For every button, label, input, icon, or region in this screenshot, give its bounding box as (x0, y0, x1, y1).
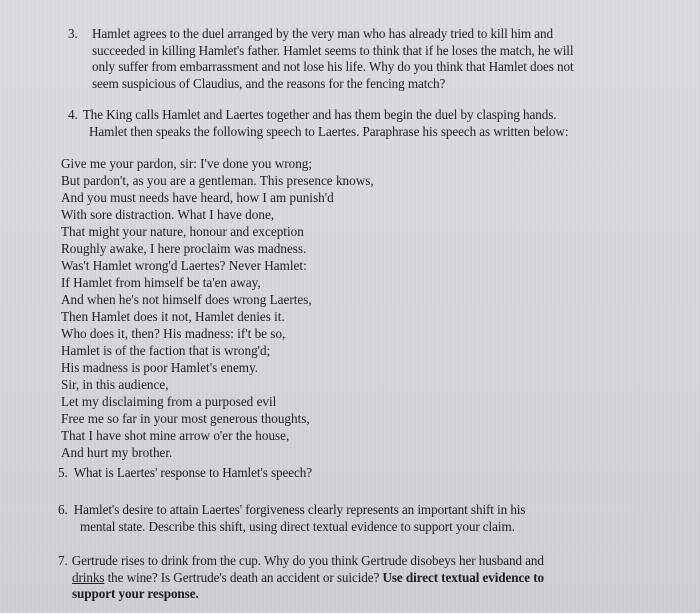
question-7 (58, 553, 688, 603)
question-7-line-2-bold: Use direct textual evidence to (382, 569, 545, 585)
question-7-line-2: the wine? Is Gertrude's death an accident or suicide? (104, 569, 383, 585)
speech-line: Free me so far in your most generous thoughts, (61, 411, 310, 426)
question-6-number: 6. (58, 502, 68, 517)
speech-line: And hurt my brother. (61, 445, 173, 460)
speech-line: And when he's not himself does wrong Laertes, (61, 292, 312, 307)
question-4 (68, 107, 688, 140)
question-3-line-4: seem suspicious of Claudius, and the reasons for the fencing match? (92, 75, 446, 91)
speech-line: Then Hamlet does it not, Hamlet denies it. (61, 309, 285, 324)
question-3 (68, 26, 688, 92)
speech-line: And you must needs have heard, how I am punish'd (61, 190, 334, 205)
speech-line: Who does it, then? His madness: if't be so, (61, 326, 286, 341)
question-3-line-2: succeeded in killing Hamlet's father. Hamlet seems to think that if he loses the match, he will (92, 42, 574, 58)
speech-line: That I have shot mine arrow o'er the house, (61, 428, 290, 443)
question-3-line-1: Hamlet agrees to the duel arranged by the very man who has already tried to kill him and (92, 26, 554, 41)
speech-line: Let my disclaiming from a purposed evil (61, 394, 277, 409)
speech-line: Roughly awake, I here proclaim was madness. (61, 241, 307, 256)
speech-line: His madness is poor Hamlet's enemy. (61, 360, 259, 375)
speech-line: Hamlet is of the faction that is wrong'd; (61, 343, 271, 358)
question-3-number: 3. (68, 26, 78, 41)
speech-line: Sir, in this audience, (61, 377, 169, 392)
speech-line: Was't Hamlet wrong'd Laertes? Never Hamlet: (61, 258, 307, 273)
question-6 (58, 502, 688, 535)
question-7-number: 7. (58, 553, 68, 568)
question-6-line-1: Hamlet's desire to attain Laertes' forgiveness clearly represents an important shift in his (73, 502, 526, 517)
speech-line: That might your nature, honour and exception (61, 224, 304, 239)
speech-line: Give me your pardon, sir: I've done you wrong; (61, 156, 313, 171)
speech-line: If Hamlet from himself be ta'en away, (61, 275, 261, 290)
question-5-text: What is Laertes' response to Hamlet's speech? (73, 465, 312, 480)
hamlet-speech (61, 155, 374, 461)
question-5 (58, 465, 678, 482)
question-7-line-3-bold: support your response. (72, 586, 199, 602)
question-3-line-3: only suffer from embarrassment and not lose his life. Why do you think that Hamlet does not (92, 59, 574, 75)
question-5-number: 5. (58, 465, 68, 480)
question-7-drinks-word: drinks (72, 569, 105, 585)
question-4-line-1: The King calls Hamlet and Laertes together and has them begin the duel by clasping hands. (82, 107, 557, 122)
speech-line: But pardon't, as you are a gentleman. This presence knows, (61, 173, 374, 188)
speech-line: With sore distraction. What I have done, (61, 207, 275, 222)
question-7-line-1: Gertrude rises to drink from the cup. Why do you think Gertrude disobeys her husband and (71, 553, 544, 568)
question-6-line-2: mental state. Describe this shift, using direct textual evidence to support your claim. (80, 518, 515, 534)
question-4-number: 4. (68, 107, 78, 122)
question-4-line-2: Hamlet then speaks the following speech to Laertes. Paraphrase his speech as written below: (89, 123, 569, 139)
